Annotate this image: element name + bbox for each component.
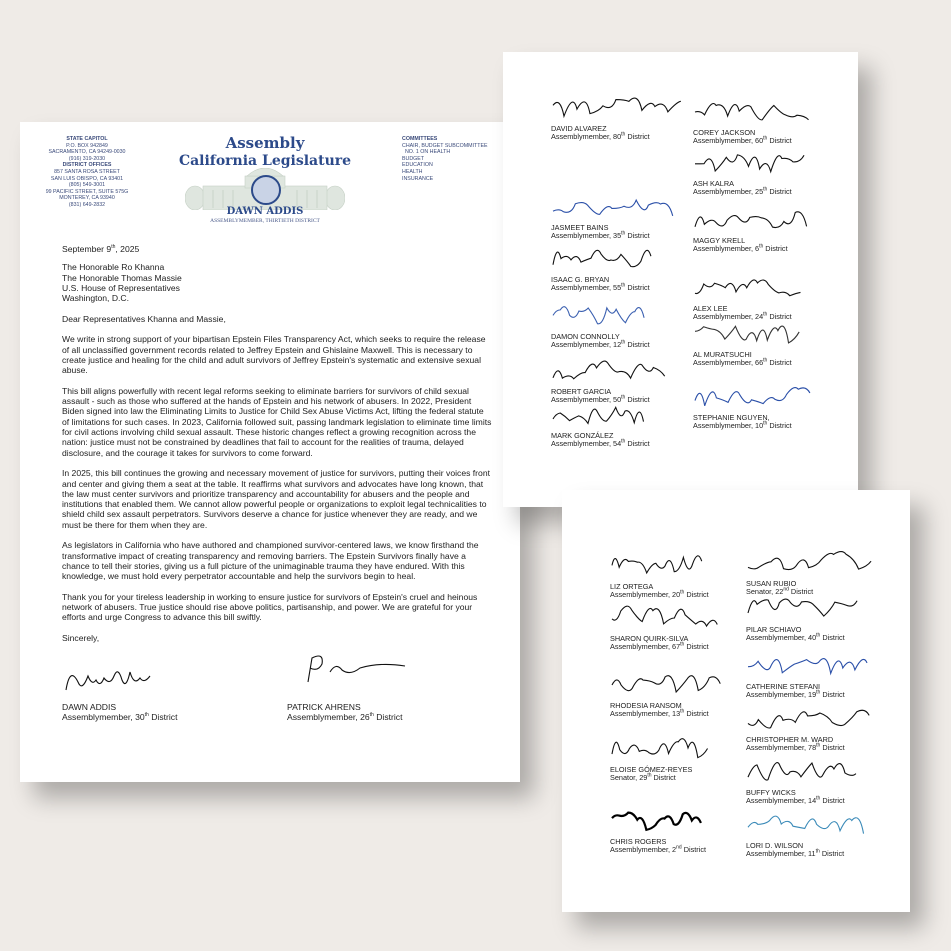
- committee-item: BUDGET: [402, 155, 425, 162]
- signer-title: Assemblymember, 40th District: [746, 632, 845, 643]
- signer-title: Assemblymember, 14th District: [746, 795, 845, 806]
- signer-title: Assemblymember, 55th District: [551, 282, 650, 293]
- address-line: SACRAMENTO, CA 94249-0030: [48, 149, 126, 156]
- paragraph: In 2025, this bill continues the growing and necessary movement of justice for survivors, putting their voices front and center and giving them a seat at the table. It reaffirms what survivors and advocates have long known, that the law must center survivors and prioritize transparency and accountability for abusers and the people and institutions that enabled them. We cannot allow powerful people or organizations to exploit legal technicalities to shield child sex assault perpetrators. Survivors deserve a chance for justice whenever they are ready, and we must be there for them when they are.: [62, 468, 490, 530]
- signer-name: CHRIS ROGERS: [610, 837, 667, 846]
- letter-page: [20, 122, 520, 782]
- signature-robert-garcia: [551, 354, 671, 386]
- signature-eloise-g-mez-reyes: [610, 732, 714, 764]
- signer-name: RHODESIA RANSOM: [610, 701, 682, 710]
- address-line: SAN LUIS OBISPO, CA 93401: [50, 175, 124, 182]
- signer-title: Senator, 29th District: [610, 772, 676, 783]
- signature-liz-ortega: [610, 549, 708, 581]
- signer-name: STEPHANIE NGUYEN,: [693, 413, 770, 422]
- signer-name: DAMON CONNOLLY: [551, 332, 620, 341]
- addressee-line: Washington, D.C.: [62, 293, 130, 304]
- signer-corey-jackson: [693, 129, 792, 146]
- signer-dawn-addis: [62, 702, 177, 723]
- date-suffix: th: [111, 244, 116, 251]
- addressee-line: The Honorable Ro Khanna: [62, 262, 165, 273]
- signer-name: LIZ ORTEGA: [610, 582, 654, 591]
- signer-pilar-schiavo: [746, 626, 845, 643]
- letter-body: [62, 244, 492, 654]
- capitol-heading: STATE CAPITOL: [66, 136, 108, 142]
- signer-title: Assemblymember, 11th District: [746, 848, 845, 859]
- phone-line: (805) 549-3001: [68, 182, 106, 189]
- committee-item: EDUCATION: [402, 162, 433, 169]
- date-day: September 9: [62, 244, 112, 254]
- committee-item: CHAIR, BUDGET SUBCOMMITTEE: [402, 142, 488, 149]
- signature-sharon-quirk-silva: [610, 601, 723, 633]
- signer-name: SHARON QUIRK-SILVA: [610, 634, 689, 643]
- logo-line2: California Legislature: [178, 153, 352, 169]
- signer-name: MARK GONZÁLEZ: [551, 431, 614, 440]
- signer-maggy-krell: [693, 237, 788, 254]
- committee-item: INSURANCE: [402, 175, 434, 182]
- paragraph: We write in strong support of your bipartisan Epstein Files Transparency Act, which seeks to require the release of all unclassified government records related to Jeffrey Epstein and Ghislaine Maxwell. This is necessary to create justice and healing for the child and adult survivors of Jeffrey Epstein's systematic and extensive sexual abuse.: [62, 334, 486, 376]
- address-line: P.O. BOX 942849: [66, 142, 108, 149]
- signature-patrick-ahrens: [300, 652, 410, 688]
- signer-title: Assemblymember, 67th District: [610, 641, 709, 652]
- signature-susan-rubio: [746, 546, 877, 578]
- signature-damon-connolly: [551, 299, 650, 331]
- signer-title: Assemblymember, 20th District: [610, 589, 709, 600]
- address-line: 99 PACIFIC STREET, SUITE 575G: [45, 188, 129, 195]
- address-line: 857 SANTA ROSA STREET: [54, 168, 120, 175]
- signer-lori-d-wilson: [746, 842, 844, 859]
- signer-name: CHRISTOPHER M. WARD: [746, 735, 834, 744]
- signature-catherine-stefani: [746, 649, 873, 681]
- committees-heading: COMMITTEES: [402, 136, 438, 142]
- signer-title: Assemblymember, 6th District: [693, 243, 788, 254]
- member-name: DAWN ADDIS: [226, 206, 304, 217]
- signature-jasmeet-bains: [551, 190, 679, 222]
- letter-date: [62, 244, 492, 254]
- addressee-line: U.S. House of Representatives: [62, 282, 180, 293]
- signer-name: SUSAN RUBIO: [746, 579, 797, 588]
- signer-title: Assemblymember, 54th District: [551, 438, 650, 449]
- signer-title: Assemblymember, 25th District: [693, 186, 792, 197]
- signer-title: Assemblymember, 13th District: [610, 708, 709, 719]
- signer-title: Assemblymember, 60th District: [693, 135, 792, 146]
- member-title: ASSEMBLYMEMBER, THIRTIETH DISTRICT: [210, 218, 320, 224]
- signature-maggy-krell: [693, 203, 813, 235]
- signer-title: Assemblymember, 66th District: [693, 357, 792, 368]
- phone-line: (831) 649-2832: [68, 201, 106, 208]
- signer-name: DAWN ADDIS: [62, 702, 117, 712]
- signer-name: DAVID ALVAREZ: [551, 124, 607, 133]
- signer-name: PILAR SCHIAVO: [746, 625, 802, 634]
- salutation: Dear Representatives Khanna and Massie,: [62, 313, 226, 324]
- committee-item: NO. 1 ON HEALTH: [404, 149, 451, 156]
- signer-chris-rogers: [610, 838, 706, 855]
- signature-stephanie-nguyen: [693, 380, 816, 412]
- address-line: MONTEREY, CA 93940: [59, 195, 115, 202]
- signer-title: Assemblymember, 19th District: [746, 689, 845, 700]
- addressee-line: The Honorable Thomas Massie: [62, 272, 182, 283]
- signer-title: Assemblymember, 78th District: [746, 742, 845, 753]
- signer-rhodesia-ransom: [610, 702, 709, 719]
- signer-al-muratsuchi: [693, 351, 792, 368]
- signature-david-alvarez: [551, 91, 687, 123]
- state-seal-icon: [251, 175, 281, 205]
- signature-alex-lee: [693, 271, 806, 303]
- signature-page-1: [503, 52, 858, 507]
- signature-page-2: [562, 490, 910, 912]
- signature-pilar-schiavo: [746, 592, 863, 624]
- signer-isaac-g-bryan: [551, 276, 650, 293]
- signer-stephanie-nguyen: [693, 414, 792, 431]
- signature-corey-jackson: [693, 95, 815, 127]
- committee-item: HEALTH: [402, 168, 423, 175]
- signer-jasmeet-bains: [551, 224, 650, 241]
- signer-title: Assemblymember, 26th District: [287, 712, 403, 723]
- district-heading: DISTRICT OFFICES: [62, 162, 112, 169]
- paragraph: This bill aligns powerfully with recent legal reforms seeking to eliminate barriers for survivors of child sexual assault - such as those who suffered at the hands of Epstein and his network of abusers. In 2022, President Biden signed into law the Eliminating Limits to Justice for Child Sex Abuse Victims Act, lifting the federal statute of limitations for such cases. In 2023, California followed suit, passing landmark legislation to eliminate time limits for civil actions involving child sexual assault. These historic changes reflect a growing recognition across the nation: justice must not be constrained by deadlines that fail to account for the realities of trauma, delayed disclosure, and the courage it takes for survivors to come forward.: [62, 385, 492, 458]
- signer-patrick-ahrens: [287, 702, 402, 723]
- signer-name: PATRICK AHRENS: [287, 702, 361, 712]
- signature-rhodesia-ransom: [610, 668, 726, 700]
- signer-damon-connolly: [551, 333, 650, 350]
- signer-name: JASMEET BAINS: [551, 223, 609, 232]
- signer-name: LORI D. WILSON: [746, 841, 804, 850]
- signer-name: ELOISE GÓMEZ-REYES: [610, 765, 693, 774]
- signature-christopher-m-ward: [746, 702, 875, 734]
- signer-name: AL MURATSUCHI: [693, 350, 752, 359]
- signer-ash-kalra: [693, 180, 792, 197]
- signer-name: ROBERT GARCIA: [551, 387, 612, 396]
- closing: Sincerely,: [62, 632, 100, 643]
- signer-title: Assemblymember, 2nd District: [610, 844, 706, 855]
- signer-catherine-stefani: [746, 683, 845, 700]
- signer-name: ASH KALRA: [693, 179, 734, 188]
- phone-line: (916) 319-2030: [68, 155, 106, 162]
- signer-title: Assemblymember, 50th District: [551, 394, 650, 405]
- logo-line1: Assembly: [225, 134, 305, 152]
- signer-title: Assemblymember, 80th District: [551, 131, 650, 142]
- signer-name: MAGGY KRELL: [693, 236, 746, 245]
- date-year: , 2025: [115, 244, 140, 254]
- signer-title: Assemblymember, 30th District: [62, 712, 178, 723]
- letterhead-committees: [402, 136, 488, 182]
- signer-title: Assemblymember, 24th District: [693, 311, 792, 322]
- signer-eloise-g-mez-reyes: [610, 766, 692, 783]
- signature-al-muratsuchi: [693, 317, 805, 349]
- signer-liz-ortega: [610, 583, 709, 600]
- addressee-block: [62, 262, 492, 303]
- paragraph: As legislators in California who have authored and championed survivor-centered laws, we know firsthand the transformative impact of creating transparency and removing barriers. The Epstein Survivors finally have a chance to tell their stories, giving us a full picture of the unimaginable trauma they have endured. With this knowledge, we must hold every perpetrator accountable and help the survivors begin to heal.: [62, 540, 479, 582]
- signer-david-alvarez: [551, 125, 650, 142]
- signature-buffy-wicks: [746, 755, 862, 787]
- signer-name: ALEX LEE: [693, 304, 728, 313]
- signature-lori-d-wilson: [746, 808, 870, 840]
- signature-isaac-g-bryan: [551, 242, 657, 274]
- letterhead-offices: [28, 136, 146, 209]
- signer-title: Assemblymember, 10th District: [693, 420, 792, 431]
- signature-mark-gonz-lez: [551, 394, 650, 430]
- signature-dawn-addis: [64, 662, 154, 698]
- signer-sharon-quirk-silva: [610, 635, 709, 652]
- signer-name: ISAAC G. BRYAN: [551, 275, 610, 284]
- signer-title: Assemblymember, 12th District: [551, 339, 650, 350]
- paragraph: Thank you for your tireless leadership in working to ensure justice for survivors of Epstein's cruel and heinous network of abusers. True justice should rise above politics, partisanship, and power. We are grateful for your efforts and urge Congress to advance this bill swiftly.: [62, 591, 478, 623]
- signer-name: COREY JACKSON: [693, 128, 756, 137]
- signer-title: Senator, 22nd District: [746, 586, 814, 597]
- signer-name: CATHERINE STEFANI: [746, 682, 821, 691]
- signer-buffy-wicks: [746, 789, 845, 806]
- signer-title: Assemblymember, 35th District: [551, 230, 650, 241]
- signature-chris-rogers: [610, 804, 707, 836]
- signer-christopher-m-ward: [746, 736, 845, 753]
- signer-name: BUFFY WICKS: [746, 788, 796, 797]
- assembly-logo: [175, 130, 355, 230]
- signature-ash-kalra: [693, 146, 810, 178]
- signer-mark-gonz-lez: [551, 432, 650, 449]
